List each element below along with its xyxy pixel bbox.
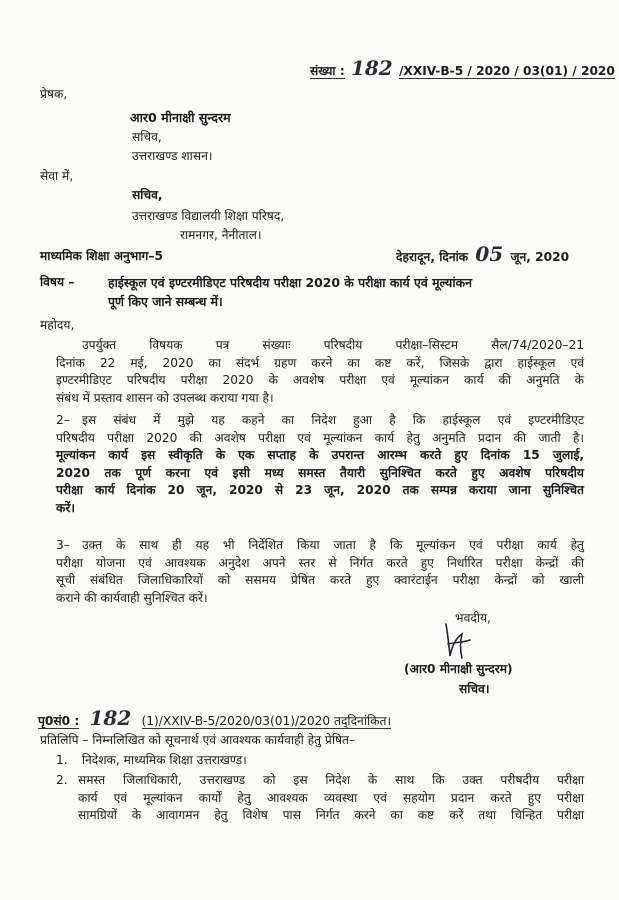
paragraph-3-line: उक्त के साथ ही यह भी निर्देशित किया जाता है कि मूल्यांकन एवं परीक्षा कार्य हेतु xyxy=(82,538,584,552)
closing-yours: भवदीय, xyxy=(455,611,491,625)
copy-list-item xyxy=(56,772,78,790)
letter-date xyxy=(396,242,570,266)
closing-designation: सचिव। xyxy=(459,682,490,696)
paragraph-2-bold-line: मूल्यांकन कार्य इस स्वीकृति के एक सप्ताह के उपरान्त आरम्भ करते हुए दिनांक 15 जुलाई, xyxy=(56,448,584,463)
date-suffix: जून, 2020 xyxy=(510,250,570,264)
list-item-number: 2. xyxy=(56,773,68,787)
paragraph-2-number: 2– xyxy=(56,413,70,427)
paragraph-1-line: दिनांक 22 मई, 2020 का संदर्भ ग्रहण करने का कष्ट करें, जिसके द्वारा हाईस्कूल एवं xyxy=(56,355,584,370)
reference-label: संख्या : xyxy=(310,64,345,78)
sender-designation: सचिव, xyxy=(132,130,162,144)
salutation: महोदय, xyxy=(40,318,75,332)
paragraph-1 xyxy=(56,337,584,407)
reference-suffix: /XXIV-B-5 / 2020 / 03(01) / 2020 xyxy=(398,64,615,78)
paragraph-2-bold-line: 2020 तक पूर्ण करना एवं इसी मध्य समस्त तैयारी सुनिश्चित करते हुए अवशेष परिषदीय xyxy=(56,465,584,480)
copy-list-item xyxy=(56,752,247,770)
list-item-line: सामग्रियों के आवागमन हेतु विशेष पास निर्गत करने का कष्ट करें तथा चिन्हित परीक्षा xyxy=(78,808,584,823)
paragraph-1-line: संबंध में प्रस्ताव शासन को उपलब्ध कराया गया है। xyxy=(56,390,274,405)
paragraph-2-line: इस संबंध में मुझे यह कहने का निदेश हुआ है कि हाईस्कूल एवं इण्टरमीडिएट xyxy=(82,413,584,427)
reference-number xyxy=(310,56,615,80)
recipient-designation: सचिव, xyxy=(132,188,163,202)
recipient-label: सेवा में, xyxy=(40,169,74,183)
list-item-line: कार्य एवं मूल्यांकन कार्यों हेतु आवश्यक व्यवस्था एवं सहयोग प्रदान करते हुए परीक्षा xyxy=(78,790,584,805)
paragraph-2-bold-line: परीक्षा कार्य दिनांक 20 जून, 2020 से 23 जून, 2020 तक सम्पन्न कराया जाना सुनिश्चित xyxy=(56,483,584,498)
sender-name: आर0 मीनाक्षी सुन्दरम xyxy=(130,110,231,125)
subject-label: विषय – xyxy=(40,275,75,289)
sender-office: उत्तराखण्ड शासन। xyxy=(132,149,213,163)
list-item-line: समस्त जिलाधिकारी, उत्तराखण्ड को इस निदेश के साथ कि उक्त परीषदीय परीक्षा xyxy=(78,773,584,787)
paragraph-2-bold-line: करें। xyxy=(56,500,75,515)
list-item-text: निदेशक, माध्यमिक शिक्षा उत्तराखण्ड। xyxy=(81,753,247,767)
copy-list-item-2-text xyxy=(78,772,584,825)
date-prefix: देहरादून, दिनांक xyxy=(396,250,469,264)
list-item-number: 1. xyxy=(56,753,68,767)
paragraph-3 xyxy=(56,537,584,607)
paragraph-1-line: इण्टरमीडिएट परिषदीय परीक्षा 2020 के अवशेष परीक्षा एवं मूल्यांकन कार्य की अनुमति के xyxy=(56,373,584,388)
copy-intro: प्रतिलिपि – निम्नलिखित को सूचनार्थ एवं आवश्यक कार्यवाही हेतु प्रेषित– xyxy=(40,733,356,747)
paragraph-3-line: कराने की कार्यवाही सुनिश्चित करें। xyxy=(56,590,208,605)
handwritten-reference-number: 182 xyxy=(350,56,393,80)
paragraph-3-line: परीक्षा योजना एवं आवश्यक अनुदेश अपने स्तर से निर्गत करते हुए निर्धारित परीक्षा केन्द्रों की xyxy=(56,555,584,570)
subject-line-2: पूर्ण किए जाने सम्बन्ध में। xyxy=(108,294,223,309)
paragraph-2-line: परिषदीय परीक्षा 2020 की अवशेष परीक्षा एवं मूल्यांकन कार्य हेतु अनुमति प्रदान की जाती है। xyxy=(56,430,584,445)
copy-reference xyxy=(38,706,392,730)
handwritten-copy-number: 182 xyxy=(89,706,132,730)
handwritten-date-day: 05 xyxy=(475,242,504,266)
closing-name: (आर0 मीनाक्षी सुन्दरम) xyxy=(404,662,513,676)
copy-reference-suffix: (1)/XXIV-B-5/2020/03(01)/2020 तद्‌दिनांकित। xyxy=(141,714,392,728)
recipient-place: रामनगर, नैनीताल। xyxy=(180,228,262,242)
paragraph-1-line: उपर्युक्त विषयक पत्र संख्याः परिषदीय परीक्षा–सिस्टम सैल/74/2020–21 xyxy=(82,338,584,352)
copy-reference-label: पृ0सं0 : xyxy=(38,714,80,728)
sender-label: प्रेषक, xyxy=(40,87,68,101)
paragraph-3-line: सूची संबंधित जिलाधिकारियों को ससमय प्रेषित करते हुए क्वारंटाईन परीक्षा केन्द्रों को खाली xyxy=(56,573,584,588)
paragraph-2 xyxy=(56,412,584,518)
recipient-office: उत्तराखण्ड विद्यालयी शिक्षा परिषद, xyxy=(132,209,285,223)
section-name: माध्यमिक शिक्षा अनुभाग–5 xyxy=(40,249,163,263)
subject-line-1: हाईस्कूल एवं इण्टरमीडिएट परिषदीय परीक्षा 2020 के परीक्षा कार्य एवं मूल्यांकन xyxy=(108,275,472,290)
paragraph-3-number: 3– xyxy=(56,538,70,552)
